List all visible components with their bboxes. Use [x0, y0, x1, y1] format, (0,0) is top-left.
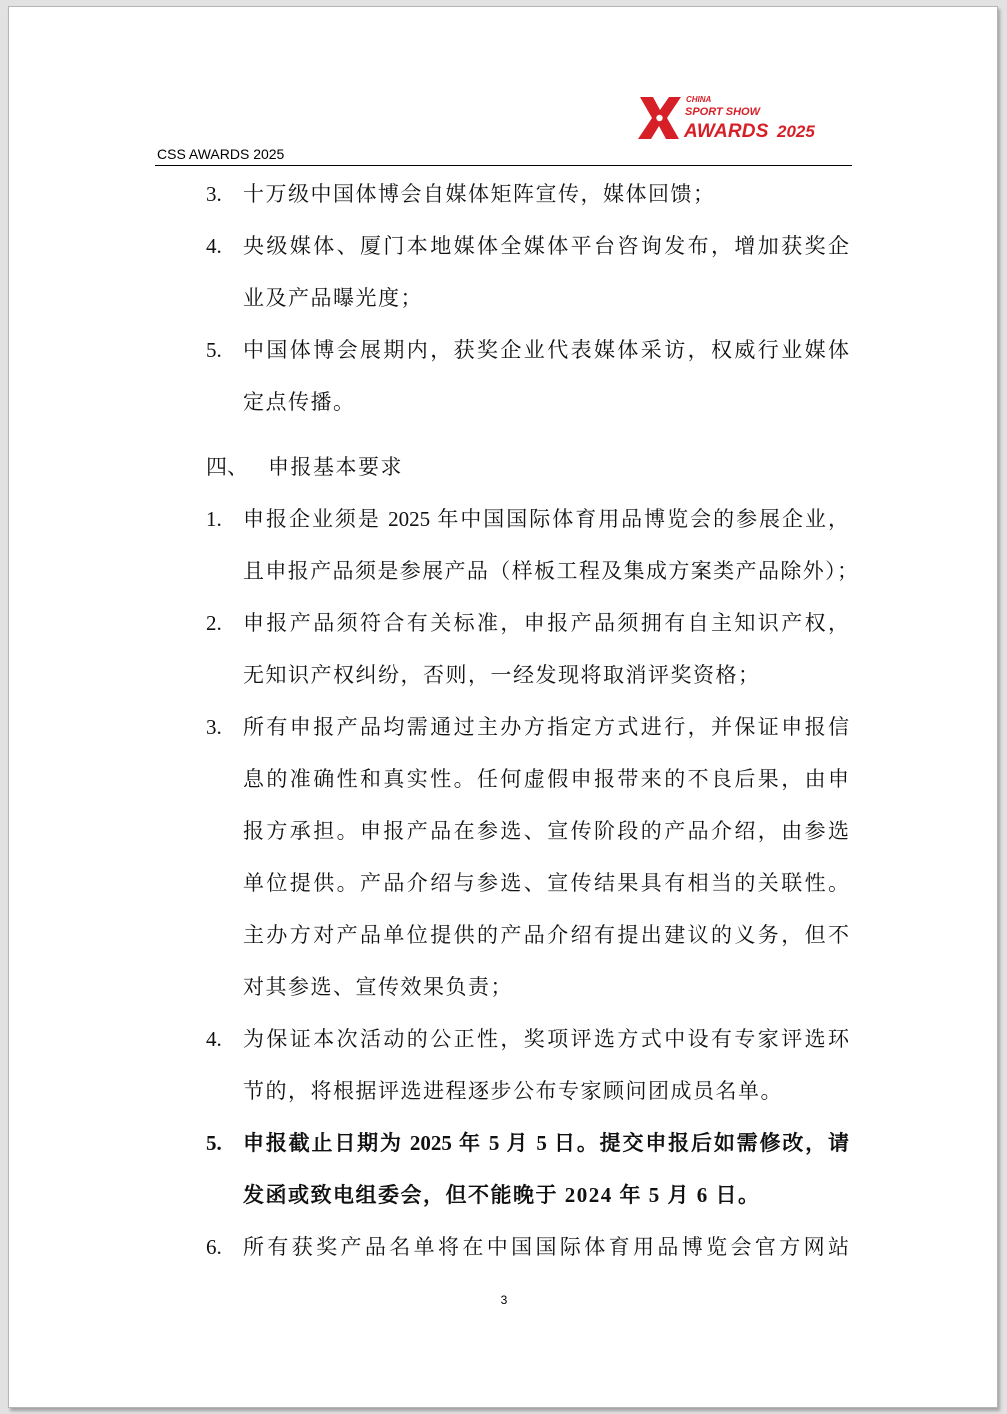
list-number: 4.	[206, 234, 222, 258]
list-item	[0, 493, 1007, 545]
list-item-text: 节的，将根据评选进程逐步公布专家顾问团成员名单。	[243, 1079, 783, 1103]
list-item-text: 发函或致电组委会，但不能晚于 2024 年 5 月 6 日。	[243, 1183, 761, 1207]
list-number: 5.	[206, 1131, 222, 1155]
section-number: 四、	[206, 455, 248, 479]
header-divider	[155, 165, 852, 166]
page-number: 3	[500, 1293, 508, 1307]
list-item-continuation	[0, 272, 1007, 324]
list-item-text: 息的准确性和真实性。任何虚假申报带来的不良后果，由申	[243, 767, 849, 791]
list-item-text: 十万级中国体博会自媒体矩阵宣传，媒体回馈；	[243, 182, 716, 206]
list-item-continuation	[0, 753, 1007, 805]
list-item-text: 单位提供。产品介绍与参选、宣传结果具有相当的关联性。	[243, 871, 849, 895]
list-item-text: 中国体博会展期内，获奖企业代表媒体采访，权威行业媒体	[243, 338, 849, 362]
list-item-continuation	[0, 649, 1007, 701]
list-item-continuation	[0, 857, 1007, 909]
css-awards-logo-icon	[636, 95, 682, 141]
list-item-continuation	[0, 961, 1007, 1013]
list-item-text: 对其参选、宣传效果负责；	[243, 975, 513, 999]
running-header-title: CSS AWARDS 2025	[157, 146, 285, 162]
list-number: 5.	[206, 338, 222, 362]
list-item	[0, 701, 1007, 753]
list-number: 3.	[206, 182, 222, 206]
list-item-continuation	[0, 805, 1007, 857]
list-item-text: 且申报产品须是参展产品（样板工程及集成方案类产品除外）；	[243, 559, 858, 583]
list-number: 1.	[206, 507, 222, 531]
list-item-continuation	[0, 1065, 1007, 1117]
document-body	[0, 168, 1007, 1273]
section-title: 申报基本要求	[268, 455, 403, 479]
list-number: 2.	[206, 611, 222, 635]
list-item-text: 报方承担。申报产品在参选、宣传阶段的产品介绍，由参选	[243, 819, 849, 843]
list-item-continuation	[0, 909, 1007, 961]
list-item	[0, 324, 1007, 376]
list-item	[0, 168, 1007, 220]
section-heading	[0, 441, 1007, 493]
list-item-text: 申报截止日期为 2025 年 5 月 5 日。提交申报后如需修改，请	[243, 1131, 849, 1155]
list-item-text: 申报企业须是 2025 年中国国际体育用品博览会的参展企业，	[243, 507, 849, 531]
logo-text-year: 2025	[777, 122, 815, 141]
list-item-text: 央级媒体、厦门本地媒体全媒体平台咨询发布，增加获奖企	[243, 234, 849, 258]
list-item-text: 为保证本次活动的公正性，奖项评选方式中设有专家评选环	[243, 1027, 849, 1051]
list-item-text: 主办方对产品单位提供的产品介绍有提出建议的义务，但不	[243, 923, 849, 947]
list-item-text: 无知识产权纠纷，否则，一经发现将取消评奖资格；	[243, 663, 761, 687]
list-item	[0, 597, 1007, 649]
list-item	[0, 1013, 1007, 1065]
list-item-continuation	[0, 376, 1007, 428]
list-item-text: 申报产品须符合有关标准，申报产品须拥有自主知识产权，	[243, 611, 849, 635]
logo-text-awards: AWARDS	[684, 121, 769, 142]
list-item-deadline	[0, 1117, 1007, 1169]
list-number: 4.	[206, 1027, 222, 1051]
list-item	[0, 1221, 1007, 1273]
list-item-text: 所有获奖产品名单将在中国国际体育用品博览会官方网站	[243, 1235, 849, 1259]
logo-text-china: CHINA	[686, 95, 712, 104]
list-item-continuation	[0, 545, 1007, 597]
logo-text-sport-show: SPORT SHOW	[685, 106, 760, 118]
list-item-text: 定点传播。	[243, 390, 356, 414]
list-number: 3.	[206, 715, 222, 739]
list-item-text: 业及产品曝光度；	[243, 286, 423, 310]
list-number: 6.	[206, 1235, 222, 1259]
list-item-text: 所有申报产品均需通过主办方指定方式进行，并保证申报信	[243, 715, 849, 739]
list-item-continuation	[0, 1169, 1007, 1221]
list-item	[0, 220, 1007, 272]
